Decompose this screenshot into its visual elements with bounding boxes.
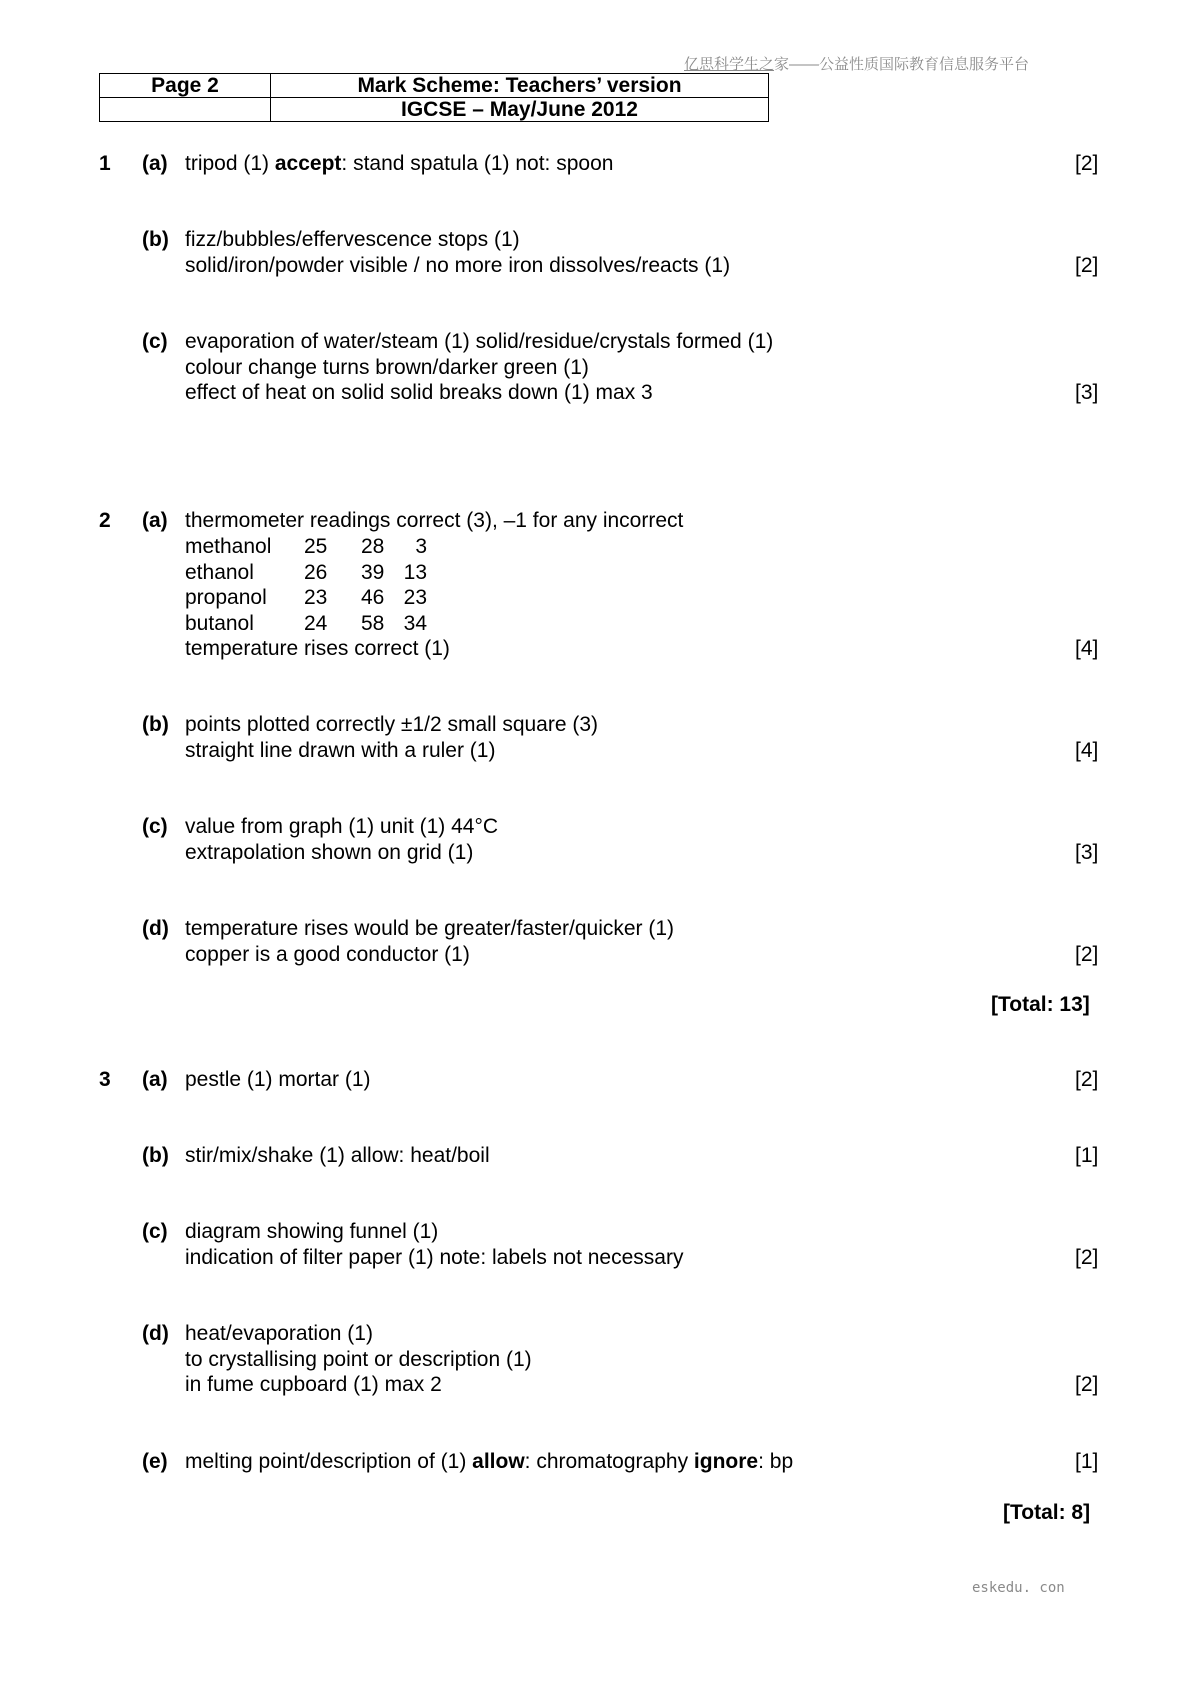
q2b-label: (b) [142, 713, 169, 736]
q3-number: 3 [99, 1068, 111, 1091]
reading-initial: 25 [304, 535, 328, 558]
q3e-text-part3: : bp [758, 1450, 794, 1473]
watermark-top [684, 56, 1029, 74]
q1c-line-1: evaporation of water/steam (1) solid/residue/crystals formed (1) [185, 330, 774, 353]
q2a-row-propanol [185, 585, 427, 611]
header-page: Page 2 [100, 74, 271, 98]
q2a-row-butanol [185, 611, 427, 637]
alcohol-name: methanol [185, 535, 272, 558]
header-subtitle: IGCSE – May/June 2012 [271, 98, 769, 122]
q2-number: 2 [99, 509, 111, 532]
q3e-marks: [1] [1075, 1450, 1099, 1473]
q2d-label: (d) [142, 917, 169, 940]
q3c-line-2: indication of filter paper (1) note: labels not necessary [185, 1246, 684, 1269]
q2d-line-1: temperature rises would be greater/faster/quicker (1) [185, 917, 675, 940]
q2c-marks: [3] [1075, 841, 1099, 864]
watermark-top-rest: 家——公益性质国际教育信息服务平台 [774, 56, 1030, 73]
q3b-label: (b) [142, 1144, 169, 1167]
q1a-label: (a) [142, 152, 168, 175]
q1b-label: (b) [142, 228, 169, 251]
q3d-label: (d) [142, 1322, 169, 1345]
q3c-label: (c) [142, 1220, 168, 1243]
reading-initial: 24 [304, 612, 328, 635]
q1a-marks: [2] [1075, 152, 1099, 175]
q3d-marks: [2] [1075, 1373, 1099, 1396]
q2a-label: (a) [142, 509, 168, 532]
q2c-line-1: value from graph (1) unit (1) 44°C [185, 815, 499, 838]
header-empty-cell [100, 98, 271, 122]
q2b-marks: [4] [1075, 739, 1099, 762]
reading-final: 39 [361, 561, 385, 584]
q3e-text-part1: melting point/description of (1) [185, 1450, 473, 1473]
q3c-line-1: diagram showing funnel (1) [185, 1220, 439, 1243]
q2a-marks: [4] [1075, 637, 1099, 660]
q2b-line-2: straight line drawn with a ruler (1) [185, 739, 496, 762]
q2a-row-ethanol [185, 560, 427, 586]
q1b-marks: [2] [1075, 254, 1099, 277]
q1a-text [185, 151, 613, 177]
q2c-label: (c) [142, 815, 168, 838]
q3a-marks: [2] [1075, 1068, 1099, 1091]
q2a-row-methanol [185, 534, 427, 560]
watermark-top-underlined: 亿思科学生之 [684, 56, 775, 73]
q2d-marks: [2] [1075, 943, 1099, 966]
reading-initial: 26 [304, 561, 328, 584]
q1c-marks: [3] [1075, 381, 1099, 404]
q2d-line-2: copper is a good conductor (1) [185, 943, 470, 966]
q1a-accept-keyword: accept [274, 152, 342, 175]
q1b-line-1: fizz/bubbles/effervescence stops (1) [185, 228, 520, 251]
q2b-line-1: points plotted correctly ±1/2 small square (3) [185, 713, 599, 736]
reading-final: 58 [361, 612, 385, 635]
reading-initial: 23 [304, 586, 328, 609]
temperature-rise: 34 [403, 612, 427, 635]
watermark-bottom: eskedu. con [972, 1580, 1065, 1596]
q3d-line-1: heat/evaporation (1) [185, 1322, 373, 1345]
q2-total: [Total: 13] [991, 993, 1090, 1016]
alcohol-name: propanol [185, 586, 267, 609]
q3e-text [185, 1449, 793, 1475]
q1c-line-3: effect of heat on solid solid breaks down (1) max 3 [185, 381, 653, 404]
reading-final: 28 [361, 535, 385, 558]
temperature-rise: 3 [415, 535, 427, 558]
q3a-label: (a) [142, 1068, 168, 1091]
q1-number: 1 [99, 152, 111, 175]
q1a-text-part1: tripod (1) [185, 152, 275, 175]
q3a-line: pestle (1) mortar (1) [185, 1068, 371, 1091]
temperature-rise: 23 [403, 586, 427, 609]
q2a-intro: thermometer readings correct (3), –1 for any incorrect [185, 509, 684, 532]
temperature-rise: 13 [403, 561, 427, 584]
q3e-ignore-keyword: ignore [693, 1450, 759, 1473]
header-table [99, 73, 769, 122]
q1c-label: (c) [142, 330, 168, 353]
q3e-text-part2: : chromatography [524, 1450, 694, 1473]
q3d-line-3: in fume cupboard (1) max 2 [185, 1373, 442, 1396]
reading-final: 46 [361, 586, 385, 609]
q3b-marks: [1] [1075, 1144, 1099, 1167]
q1b-line-2: solid/iron/powder visible / no more iron dissolves/reacts (1) [185, 254, 731, 277]
q3c-marks: [2] [1075, 1246, 1099, 1269]
alcohol-name: ethanol [185, 561, 254, 584]
q3e-allow-keyword: allow [472, 1450, 525, 1473]
q2a-outro: temperature rises correct (1) [185, 637, 450, 660]
q3-total: [Total: 8] [1003, 1501, 1091, 1524]
q3e-label: (e) [142, 1450, 168, 1473]
alcohol-name: butanol [185, 612, 254, 635]
q1a-text-part2: : stand spatula (1) not: spoon [341, 152, 614, 175]
q3d-line-2: to crystallising point or description (1) [185, 1348, 532, 1371]
q2c-line-2: extrapolation shown on grid (1) [185, 841, 474, 864]
header-title: Mark Scheme: Teachers’ version [271, 74, 769, 98]
q3b-line: stir/mix/shake (1) allow: heat/boil [185, 1144, 490, 1167]
q1c-line-2: colour change turns brown/darker green (1) [185, 356, 589, 379]
